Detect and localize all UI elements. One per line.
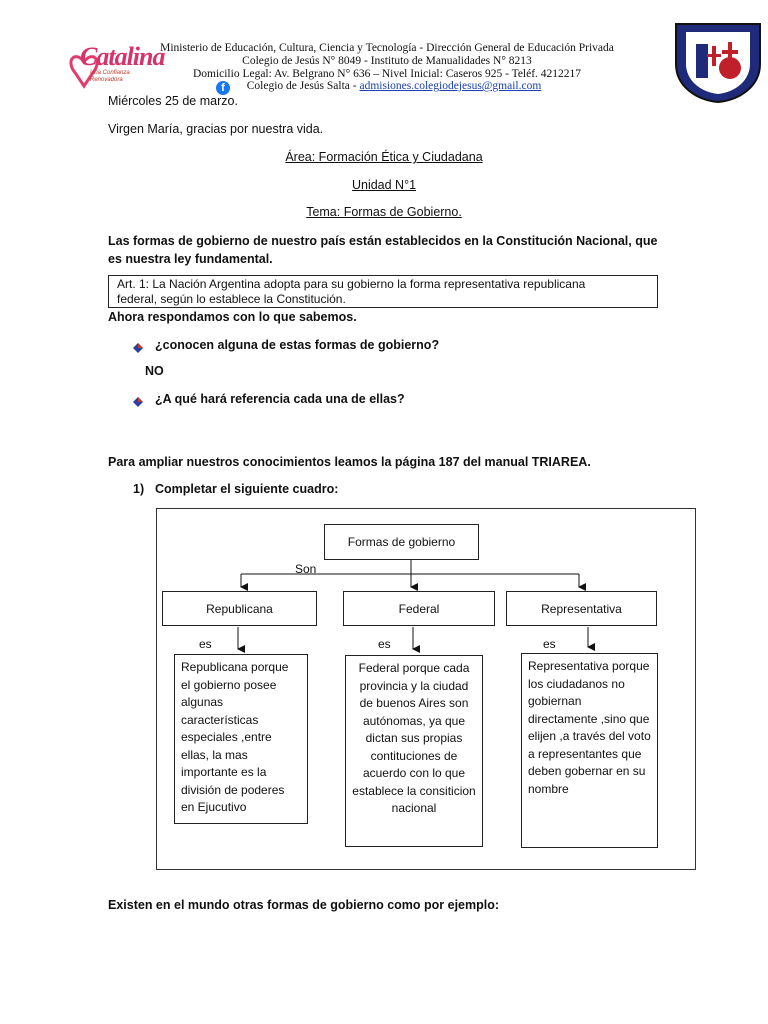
bullet-icon [133, 394, 143, 412]
desc-federal: Federal porque cada provincia y la ciudad de buenos Aires son autónomas, ya que dictan sus propias contituciones de acuerdo con lo que establece la consiticion nacional [345, 655, 483, 847]
article-box [108, 275, 658, 308]
school-crest [672, 20, 764, 104]
school-crest-icon [672, 20, 764, 104]
prompt-line: Ahora respondamos con lo que sabemos. [108, 310, 357, 324]
catalina-tagline: Una Confianza Renovadora [90, 70, 130, 83]
branch-representativa: Representativa [506, 591, 657, 626]
reading-line: Para ampliar nuestros conocimientos leamos la página 187 del manual TRIAREA. [108, 455, 591, 469]
article-line-1: Art. 1: La Nación Argentina adopta para su gobierno la forma representativa republicana [117, 277, 586, 291]
catalina-logo [66, 40, 165, 100]
question-1: ¿conocen alguna de estas formas de gobierno? [155, 338, 440, 352]
answer-1: NO [145, 364, 164, 378]
es-label: es [199, 637, 212, 651]
header-line-4 [150, 80, 624, 93]
catalina-wordmark: Catalina [80, 42, 165, 71]
es-label: es [543, 637, 556, 651]
social-prefix: Colegio de Jesús Salta - [246, 80, 360, 92]
task-line: Completar el siguiente cuadro: [155, 482, 339, 496]
task-number: 1) [133, 482, 145, 496]
desc-republicana: Republicana porque el gobierno posee algunas características especiales ,entre ellas, la mas importante es la división de poderes en Ejucutivo [174, 654, 308, 824]
intro-paragraph: Las formas de gobierno de nuestro país están establecidos en la Constitución Nacional, que es nuestra ley fundamental. [108, 234, 658, 266]
topic-heading: Tema: Formas de Gobierno. [306, 205, 462, 219]
diagram-frame [156, 508, 696, 870]
area-heading: Área: Formación Ética y Ciudadana [285, 150, 483, 164]
root-node: Formas de gobierno [324, 524, 479, 560]
closing-line: Existen en el mundo otras formas de gobierno como por ejemplo: [108, 898, 500, 912]
email-link[interactable]: admisiones.colegiodejesus@gmail.com [359, 80, 542, 92]
header [0, 0, 768, 100]
article-line-2: federal, según lo establece la Constitución. [117, 292, 346, 306]
desc-representativa: Representativa porque los ciudadanos no gobiernan directamente ,sino que elijen ,a través del voto a representantes que deben gobernar en su nombre [521, 653, 658, 848]
es-label: es [378, 637, 391, 651]
connector-label: Son [295, 562, 317, 576]
header-line-2: Colegio de Jesús N° 8049 - Instituto de Manualidades N° 8213 [242, 55, 532, 67]
header-line-1: Ministerio de Educación, Cultura, Ciencia y Tecnología - Dirección General de Educación Privada [160, 42, 614, 54]
unit-heading: Unidad N°1 [351, 178, 417, 192]
prayer-line: Virgen María, gracias por nuestra vida. [108, 122, 324, 136]
header-line-3: Domicilio Legal: Av. Belgrano N° 636 – Nivel Inicial: Caseros 925 - Teléf. 4212217 [192, 68, 582, 80]
branch-federal: Federal [343, 591, 495, 626]
question-2: ¿A qué hará referencia cada una de ellas? [155, 392, 405, 406]
facebook-icon[interactable]: f [216, 81, 230, 95]
branch-republicana: Republicana [162, 591, 317, 626]
bullet-icon [133, 340, 143, 358]
date-line: Miércoles 25 de marzo. [108, 94, 238, 108]
